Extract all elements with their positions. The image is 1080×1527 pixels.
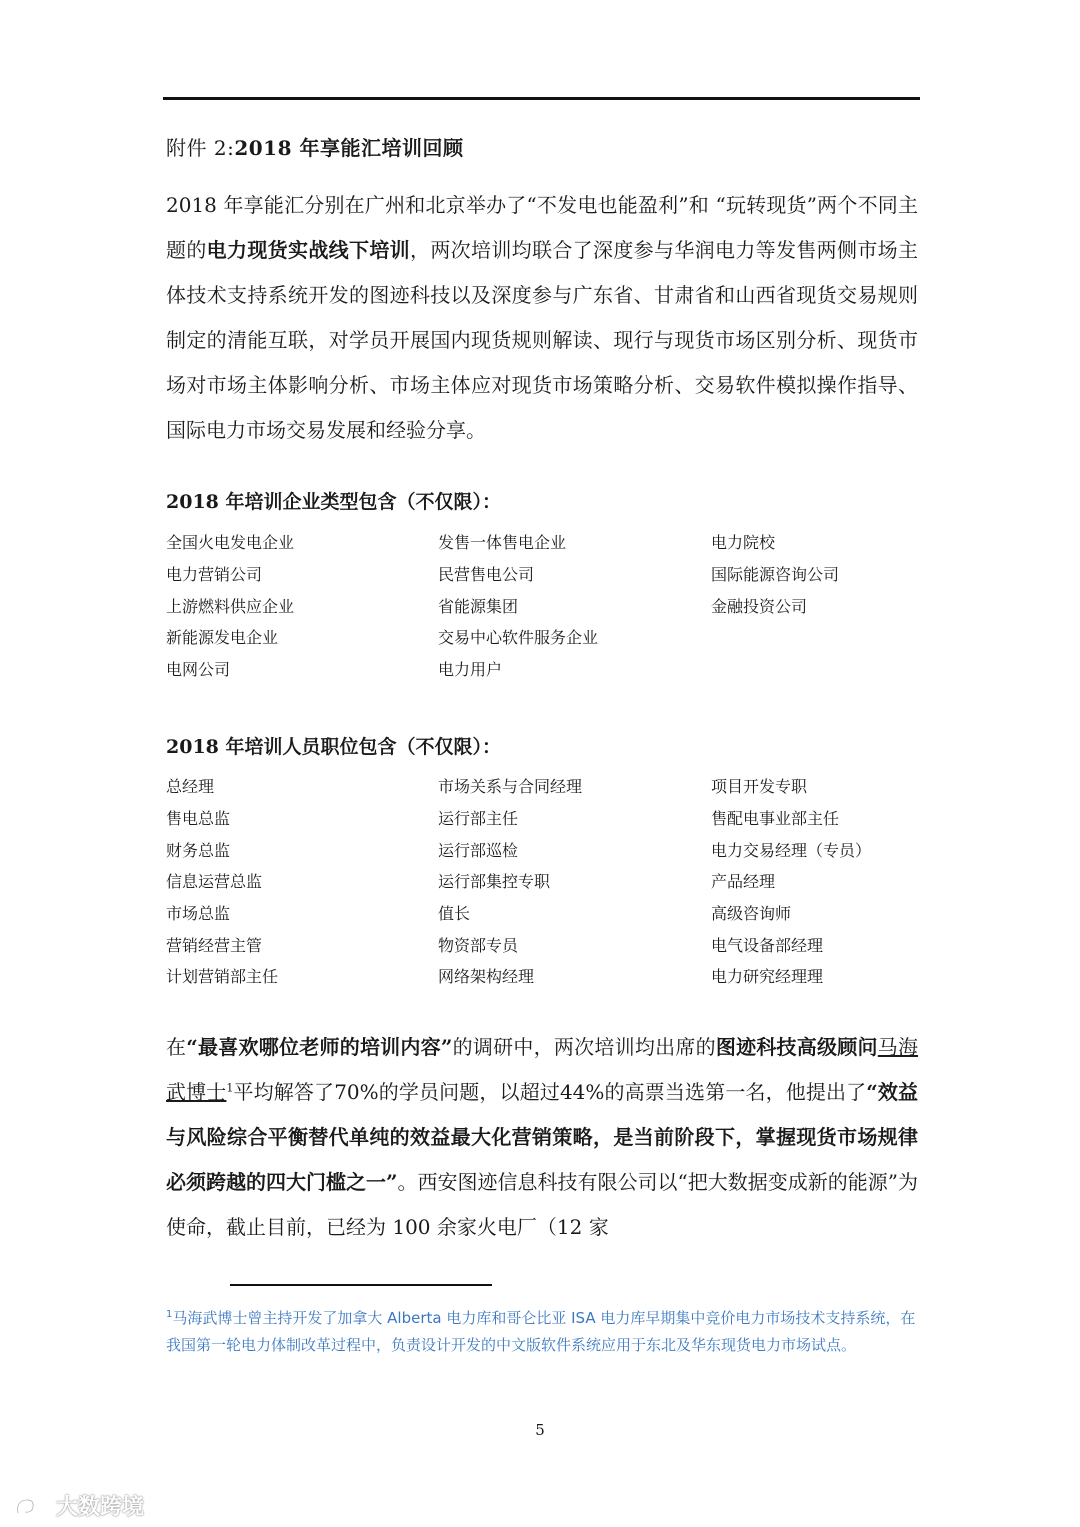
page-number: 5: [535, 1421, 545, 1439]
grid-cell: 国际能源咨询公司: [711, 565, 840, 585]
grid-cell: 新能源发电企业: [166, 628, 279, 648]
top-rule: [163, 97, 920, 100]
footnote-text: 马海武博士曾主持开发了加拿大 Alberta 电力库和哥仑比亚 ISA 电力库早期集中竞价电力市场技术支持系统，在我国第一轮电力体制改革过程中，负责设计开发的中文版软件系统应用于东北及华东现货电力市场试点。: [166, 1309, 916, 1354]
grid-cell: 售配电事业部主任: [711, 809, 840, 829]
table-row: [166, 558, 886, 590]
watermark-logo-icon: [14, 1495, 52, 1517]
table-row: [166, 865, 886, 897]
grid-cell: 省能源集团: [438, 596, 519, 616]
grid-cell: 运行部主任: [438, 809, 519, 829]
grid-cell: 电力院校: [711, 533, 776, 553]
grid-cell: 电力营销公司: [166, 565, 263, 585]
grid-cell: 电网公司: [166, 660, 231, 680]
intro-text-2: ，两次培训均联合了深度参与华润电力等发售两侧市场主体技术支持系统开发的图迹科技以及深度参与广东省、甘肃省和山西省现货交易规则制定的清能互联，对学员开展国内现货规则解读、现行与现货市场区别分析、现货市场对市场主体影响分析、市场主体应对现货市场策略分析、交易软件模拟操作指导、国际电力市场交易发展和经验分享。: [166, 238, 919, 442]
survey-text-1: 在: [166, 1035, 187, 1059]
table-row: [166, 833, 886, 865]
grid-cell: 运行部巡检: [438, 840, 519, 860]
enterprise-type-grid: [166, 526, 886, 684]
table-row: [166, 960, 886, 992]
grid-cell: 值长: [438, 904, 471, 924]
position-grid: [166, 770, 886, 992]
grid-cell: 产品经理: [711, 872, 776, 892]
watermark-text: 大数跨境: [56, 1495, 145, 1520]
table-row: [166, 653, 886, 685]
survey-text-2: 的调研中，两次培训均出席的: [452, 1035, 716, 1059]
heading-prefix: 附件 2:: [166, 136, 235, 160]
grid-cell: 市场关系与合同经理: [438, 777, 583, 797]
grid-cell: 高级咨询师: [711, 904, 792, 924]
watermark: [14, 1490, 144, 1521]
grid-cell: 项目开发专职: [711, 777, 808, 797]
survey-bold-1: “最喜欢哪位老师的培训内容”: [186, 1035, 453, 1059]
survey-text-3: 平均解答了70%的学员问题，以超过44%的高票当选第一名，他提出了: [233, 1080, 867, 1104]
footnote-ref[interactable]: 1: [226, 1081, 234, 1095]
table-row: [166, 928, 886, 960]
grid-cell: 信息运营总监: [166, 872, 263, 892]
grid-cell: 全国火电发电企业: [166, 533, 295, 553]
grid-cell: 电力研究经理理: [711, 967, 824, 987]
table-row: [166, 621, 886, 653]
grid-cell: 交易中心软件服务企业: [438, 628, 599, 648]
table-row: [166, 802, 886, 834]
grid-cell: 金融投资公司: [711, 596, 808, 616]
intro-paragraph: [166, 183, 918, 453]
intro-text-1: 2018 年享能汇分别在广州和北京举办了“不发电也能盈利”和 “玩转现货”两个不同主题的: [166, 193, 918, 262]
grid-cell: 营销经营主管: [166, 935, 263, 955]
grid-cell: 发售一体售电企业: [438, 533, 567, 553]
footnote-mark: 1: [166, 1309, 173, 1320]
survey-bold-2: 图迹科技高级顾问: [715, 1035, 878, 1059]
table-row: [166, 589, 886, 621]
intro-bold: 电力现货实战线下培训: [206, 238, 411, 262]
grid-cell: 物资部专员: [438, 935, 519, 955]
survey-paragraph: [166, 1025, 918, 1250]
heading-title: 2018 年享能汇培训回顾: [234, 136, 464, 160]
grid-cell: 市场总监: [166, 904, 231, 924]
grid-cell: 总经理: [166, 777, 215, 797]
grid-cell: 电力交易经理（专员）: [711, 840, 872, 860]
footnote-rule: [230, 1284, 492, 1286]
grid-cell: 计划营销部主任: [166, 967, 279, 987]
grid-cell: 电气设备部经理: [711, 935, 824, 955]
grid-cell: 运行部集控专职: [438, 872, 551, 892]
enterprise-section-title: 2018 年培训企业类型包含（不仅限）：: [166, 491, 501, 513]
survey-text-4: 。西安图迹信息科技有限公司以“把大数据变成新的能源”为使命，截止目前，已经为 100 余家火电厂（12 家: [166, 1170, 918, 1239]
grid-cell: 民营售电公司: [438, 565, 535, 585]
survey-bold-3: “效益与风险综合平衡替代单纯的效益最大化营销策略，是当前阶段下，掌握现货市场规律必须跨越的四大门槛之一”: [166, 1080, 919, 1194]
table-row: [166, 526, 886, 558]
table-row: [166, 770, 886, 802]
grid-cell: 电力用户: [438, 660, 503, 680]
doctor-name-link[interactable]: 马海武博士: [166, 1035, 919, 1104]
grid-cell: 售电总监: [166, 809, 231, 829]
grid-cell: 网络架构经理: [438, 967, 535, 987]
footnote: [166, 1305, 918, 1359]
page-heading: [166, 132, 463, 161]
table-row: [166, 897, 886, 929]
position-section-title: 2018 年培训人员职位包含（不仅限）：: [166, 736, 501, 758]
grid-cell: 上游燃料供应企业: [166, 596, 295, 616]
grid-cell: 财务总监: [166, 840, 231, 860]
